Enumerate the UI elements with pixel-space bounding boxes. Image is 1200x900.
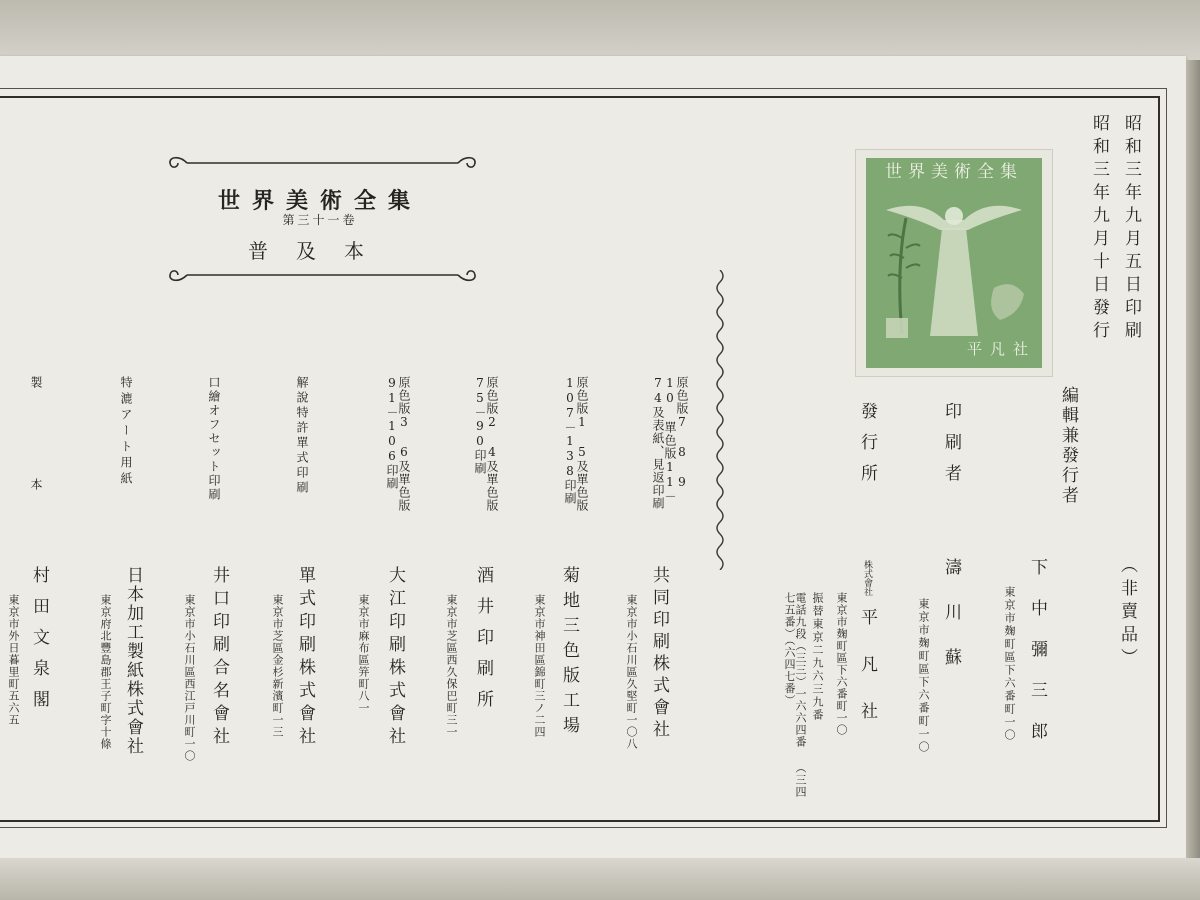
book-title: 世界美術全集 <box>217 188 422 214</box>
publisher-company-type: 株式會社 <box>862 560 872 596</box>
ornament-bottom-icon <box>165 264 480 286</box>
ornament-top-icon <box>165 152 480 174</box>
editor-address: 東京市麹町區下六番町一〇 <box>1003 586 1016 742</box>
credit-company-2: 菊地三色版工場 <box>559 566 579 741</box>
credit-address-2: 東京市神田區錦町三ノ二四 <box>533 594 546 738</box>
publisher-phone: 電話九段（三三）一六六四番 （三四七五番）（六四七番） <box>783 592 807 798</box>
printer-address: 東京市麹町區下六番町一〇 <box>917 598 930 754</box>
publication-date: 昭和三年九月十日發行 <box>1089 114 1109 344</box>
credit-company-8: 村田文泉閣 <box>29 566 49 721</box>
credit-address-7: 東京府北豐島郡王子町字十條 <box>99 594 112 750</box>
credit-role-8: 製本 <box>29 376 43 580</box>
credit-role-2: 原色版1 5及單色版107－138印刷 <box>563 376 589 512</box>
stamp-top-text: 世界美術全集 <box>885 162 1023 182</box>
wavy-divider <box>708 270 732 570</box>
credit-role-1: 原色版7 8 9 10 單色版11－74及表紙、見返印刷 <box>651 376 689 510</box>
seal-stamp <box>856 150 1052 376</box>
credit-address-6: 東京市小石川區西江戸川町一〇 <box>183 594 196 762</box>
credit-address-5: 東京市芝區金杉新濱町一三 <box>271 594 284 738</box>
winged-figure-icon <box>866 158 1042 368</box>
publisher-name: 平凡社 <box>857 608 877 749</box>
publisher-address: 東京市麹町區下六番町一〇 <box>835 592 848 736</box>
credit-address-8: 東京市外日暮里町五六五 <box>7 594 20 726</box>
volume-number: 第三十一卷 <box>282 213 358 227</box>
print-date: 昭和三年九月五日印刷 <box>1121 114 1141 344</box>
not-for-sale-note: （非賣品） <box>1117 556 1137 671</box>
credit-role-5: 解說特許單式印刷 <box>295 376 309 496</box>
credit-company-3: 酒井印刷所 <box>473 566 493 721</box>
credit-address-3: 東京市芝區西久保巴町三一 <box>445 594 458 738</box>
edition-label: 普及本 <box>248 239 392 263</box>
credit-company-5: 單式印刷株式會社 <box>295 566 315 750</box>
credit-company-1: 共同印刷株式會社 <box>649 566 669 742</box>
printer-label: 印刷者 <box>941 402 961 495</box>
credit-role-4: 原色版3 6及單色版91－106印刷 <box>385 376 411 512</box>
editor-name: 下中彌三郎 <box>1027 558 1047 763</box>
credit-company-6: 井口印刷合名會社 <box>209 566 229 750</box>
publisher-label: 發行所 <box>857 402 877 495</box>
editor-publisher-label: 編輯兼發行者 <box>1058 386 1078 506</box>
credit-role-6: 口繪オフセット印刷 <box>207 376 221 502</box>
stamp-face <box>866 158 1042 368</box>
stamp-bottom-text: 平凡社 <box>966 340 1036 358</box>
credit-address-1: 東京市小石川區久堅町一〇八 <box>625 594 638 750</box>
credit-company-4: 大江印刷株式會社 <box>385 566 405 750</box>
credit-role-7: 特漉アート用紙 <box>119 376 133 488</box>
background-bottom <box>0 858 1200 900</box>
credit-address-4: 東京市麻布區笄町八一 <box>357 594 370 714</box>
printer-name: 濤川蘇 <box>941 558 961 693</box>
credit-role-3: 原色版2 4及單色版75－90印刷 <box>473 376 499 512</box>
page-edge <box>1186 60 1200 860</box>
credit-company-7: 日本加工製紙株式會社 <box>123 566 143 756</box>
publisher-furikae: 振替東京二九六三九番 <box>811 592 824 722</box>
